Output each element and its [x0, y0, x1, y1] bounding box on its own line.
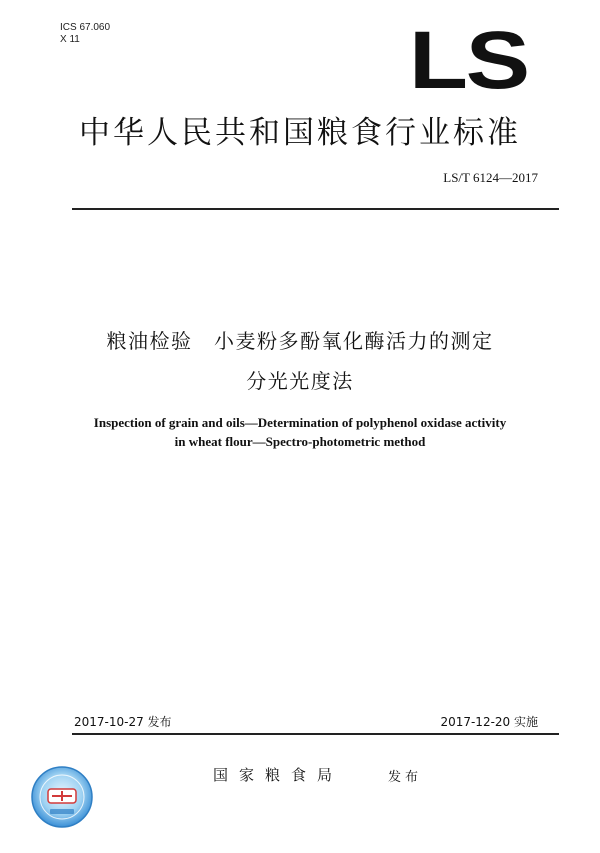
issue-date: 2017-10-27 发布: [74, 715, 172, 729]
top-divider: [72, 208, 559, 210]
publisher-name: 国家粮食局: [213, 766, 344, 784]
publish-label: 发布: [388, 770, 423, 785]
bottom-divider: [72, 733, 559, 735]
standard-code: LS/T 6124—2017: [443, 170, 538, 185]
english-title-line-2: in wheat flour—Spectro-photometric method: [174, 434, 426, 449]
chinese-title-line-1: 粮油检验 小麦粉多酚氧化酶活力的测定: [106, 329, 494, 353]
chinese-title-line-2: 分光光度法: [246, 369, 354, 393]
english-title-line-1: Inspection of grain and oils—Determination of polyphenol oxidase activity: [93, 415, 507, 430]
implementation-date: 2017-12-20 实施: [440, 715, 538, 729]
ics-code: ICS 67.060: [60, 22, 111, 33]
ls-logo: LS: [409, 15, 528, 106]
classification-code: X 11: [60, 34, 80, 45]
anti-counterfeit-seal-icon: [30, 765, 94, 829]
industry-standard-title: 中华人民共和国粮食行业标准: [79, 115, 521, 151]
